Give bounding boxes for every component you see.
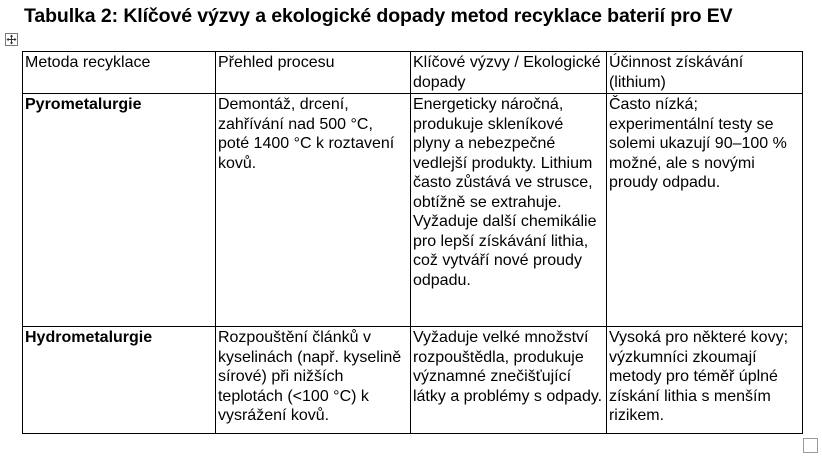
cell-efficiency[interactable]: Vysoká pro některé kovy; výzkumníci zkoumají metody pro téměř úplné získání lithia s menším rizikem.: [606, 327, 802, 434]
move-arrows-icon: [6, 34, 17, 45]
cell-process[interactable]: Rozpouštění článků v kyselinách (např. kyselině sírové) při nižších teplotách (<100 °C) k vysrážení kovů.: [215, 327, 410, 434]
recycling-methods-table: [22, 51, 803, 434]
header-method[interactable]: Metoda recyklace: [23, 52, 216, 94]
header-challenges[interactable]: Klíčové výzvy / Ekologické dopady: [410, 52, 606, 94]
table-row: [23, 327, 803, 434]
table-header-row: [23, 52, 803, 94]
cell-challenges[interactable]: Vyžaduje velké množství rozpouštědla, produkuje významné znečišťující látky a problémy s odpady.: [410, 327, 606, 434]
table-move-handle-icon[interactable]: [5, 33, 18, 46]
cell-method[interactable]: Pyrometalurgie: [23, 94, 216, 327]
header-process[interactable]: Přehled procesu: [215, 52, 410, 94]
table-caption: Tabulka 2: Klíčové výzvy a ekologické dopady metod recyklace baterií pro EV: [24, 5, 733, 27]
header-efficiency[interactable]: Účinnost získávání (lithium): [606, 52, 802, 94]
resize-square-icon[interactable]: [803, 438, 818, 453]
cell-challenges[interactable]: Energeticky náročná, produkuje skleníkové plyny a nebezpečné vedlejší produkty. Lithium často zůstává ve strusce, obtížně se extrahuje. Vyžaduje další chemikálie pro lepší získávání lithia, což vytváří nové proudy odpadu.: [410, 94, 606, 327]
cell-efficiency[interactable]: Často nízká; experimentální testy se solemi ukazují 90–100 % možné, ale s novými proudy odpadu.: [606, 94, 802, 327]
cell-process[interactable]: Demontáž, drcení, zahřívání nad 500 °C, poté 1400 °C k roztavení kovů.: [215, 94, 410, 327]
cell-method[interactable]: Hydrometalurgie: [23, 327, 216, 434]
table-row: [23, 94, 803, 327]
